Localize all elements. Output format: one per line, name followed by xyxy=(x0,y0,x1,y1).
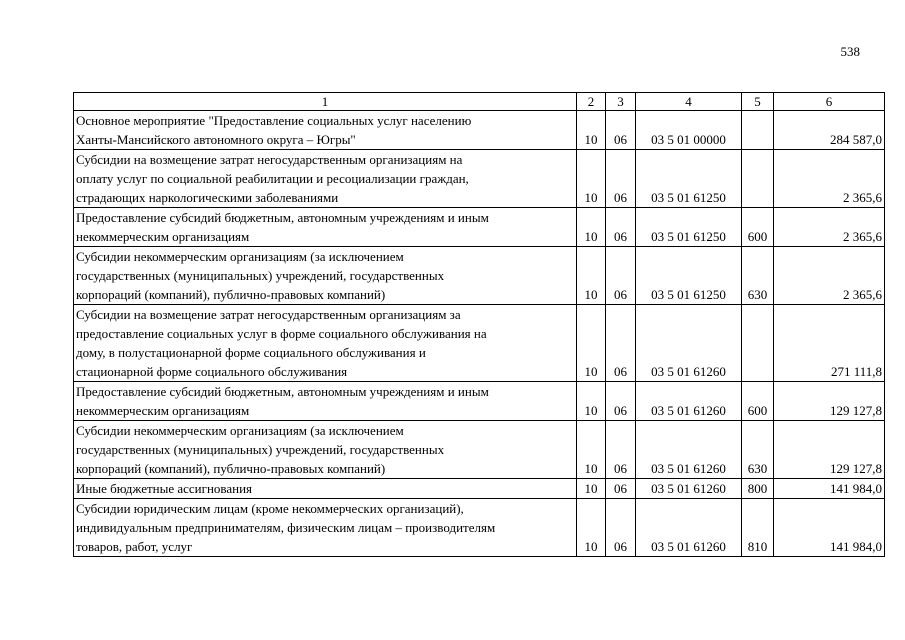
subsection-code: 06 xyxy=(606,208,636,247)
target-article-code: 03 5 01 61260 xyxy=(636,382,742,421)
row-description xyxy=(74,479,577,499)
subsection-code: 06 xyxy=(606,382,636,421)
expense-type-code xyxy=(742,305,774,382)
row-description xyxy=(74,111,577,150)
expense-type-code xyxy=(742,150,774,208)
description-line: государственных (муниципальных) учреждений, государственных xyxy=(76,442,445,457)
page-number: 538 xyxy=(840,44,860,59)
description-line: Субсидии некоммерческим организациям (за исключением xyxy=(76,423,404,438)
expense-type-code: 810 xyxy=(742,499,774,557)
subsection-code: 06 xyxy=(606,479,636,499)
description-line: страдающих наркологическими заболеваниями xyxy=(76,190,339,205)
subsection-code: 06 xyxy=(606,499,636,557)
table-header-row xyxy=(74,93,885,111)
description-line: товаров, работ, услуг xyxy=(76,539,193,554)
target-article-code: 03 5 01 61260 xyxy=(636,305,742,382)
amount: 284 587,0 xyxy=(774,111,885,150)
row-description xyxy=(74,421,577,479)
section-code: 10 xyxy=(577,150,606,208)
subsection-code: 06 xyxy=(606,247,636,305)
subsection-code: 06 xyxy=(606,150,636,208)
description-line: Иные бюджетные ассигнования xyxy=(76,481,253,496)
row-description xyxy=(74,150,577,208)
target-article-code: 03 5 01 00000 xyxy=(636,111,742,150)
column-header: 5 xyxy=(742,93,774,111)
target-article-code: 03 5 01 61260 xyxy=(636,421,742,479)
description-line: некоммерческим организациям xyxy=(76,229,250,244)
section-code: 10 xyxy=(577,421,606,479)
table-row xyxy=(74,382,885,421)
target-article-code: 03 5 01 61250 xyxy=(636,150,742,208)
table-row xyxy=(74,208,885,247)
description-line: предоставление социальных услуг в форме социального обслуживания на xyxy=(76,326,487,341)
target-article-code: 03 5 01 61260 xyxy=(636,499,742,557)
description-line: некоммерческим организациям xyxy=(76,403,250,418)
description-line: Субсидии на возмещение затрат негосударственным организациям на xyxy=(76,152,463,167)
expense-type-code: 630 xyxy=(742,247,774,305)
table-body xyxy=(74,111,885,557)
table-row xyxy=(74,247,885,305)
budget-table xyxy=(73,92,885,557)
table-row xyxy=(74,499,885,557)
expense-type-code: 630 xyxy=(742,421,774,479)
amount: 129 127,8 xyxy=(774,421,885,479)
section-code: 10 xyxy=(577,247,606,305)
amount: 129 127,8 xyxy=(774,382,885,421)
description-line: Предоставление субсидий бюджетным, автономным учреждениям и иным xyxy=(76,210,489,225)
subsection-code: 06 xyxy=(606,421,636,479)
description-line: Субсидии на возмещение затрат негосударственным организациям за xyxy=(76,307,461,322)
amount: 141 984,0 xyxy=(774,479,885,499)
subsection-code: 06 xyxy=(606,111,636,150)
description-line: Предоставление субсидий бюджетным, автономным учреждениям и иным xyxy=(76,384,489,399)
expense-type-code: 600 xyxy=(742,208,774,247)
table-row xyxy=(74,150,885,208)
expense-type-code: 600 xyxy=(742,382,774,421)
description-line: индивидуальным предпринимателям, физическим лицам – производителям xyxy=(76,520,496,535)
description-line: оплату услуг по социальной реабилитации и ресоциализации граждан, xyxy=(76,171,469,186)
amount: 2 365,6 xyxy=(774,150,885,208)
description-line: Основное мероприятие "Предоставление социальных услуг населению xyxy=(76,113,472,128)
amount: 2 365,6 xyxy=(774,247,885,305)
table-row xyxy=(74,111,885,150)
expense-type-code xyxy=(742,111,774,150)
description-line: Субсидии юридическим лицам (кроме некоммерческих организаций), xyxy=(76,501,464,516)
row-description xyxy=(74,208,577,247)
column-header: 3 xyxy=(606,93,636,111)
section-code: 10 xyxy=(577,111,606,150)
target-article-code: 03 5 01 61250 xyxy=(636,247,742,305)
row-description xyxy=(74,499,577,557)
column-header: 1 xyxy=(74,93,577,111)
target-article-code: 03 5 01 61260 xyxy=(636,479,742,499)
row-description xyxy=(74,382,577,421)
amount: 2 365,6 xyxy=(774,208,885,247)
description-line: Субсидии некоммерческим организациям (за исключением xyxy=(76,249,404,264)
table-row xyxy=(74,421,885,479)
row-description xyxy=(74,247,577,305)
description-line: государственных (муниципальных) учреждений, государственных xyxy=(76,268,445,283)
subsection-code: 06 xyxy=(606,305,636,382)
description-line: дому, в полустационарной форме социального обслуживания и xyxy=(76,345,426,360)
column-header: 4 xyxy=(636,93,742,111)
section-code: 10 xyxy=(577,479,606,499)
table-row xyxy=(74,305,885,382)
description-line: корпораций (компаний), публично-правовых компаний) xyxy=(76,287,386,302)
description-line: Ханты-Мансийского автономного округа – Югры" xyxy=(76,132,356,147)
amount: 141 984,0 xyxy=(774,499,885,557)
target-article-code: 03 5 01 61250 xyxy=(636,208,742,247)
description-line: корпораций (компаний), публично-правовых компаний) xyxy=(76,461,386,476)
column-header: 6 xyxy=(774,93,885,111)
amount: 271 111,8 xyxy=(774,305,885,382)
section-code: 10 xyxy=(577,305,606,382)
table-row xyxy=(74,479,885,499)
section-code: 10 xyxy=(577,499,606,557)
row-description xyxy=(74,305,577,382)
section-code: 10 xyxy=(577,382,606,421)
section-code: 10 xyxy=(577,208,606,247)
expense-type-code: 800 xyxy=(742,479,774,499)
column-header: 2 xyxy=(577,93,606,111)
description-line: стационарной форме социального обслуживания xyxy=(76,364,348,379)
